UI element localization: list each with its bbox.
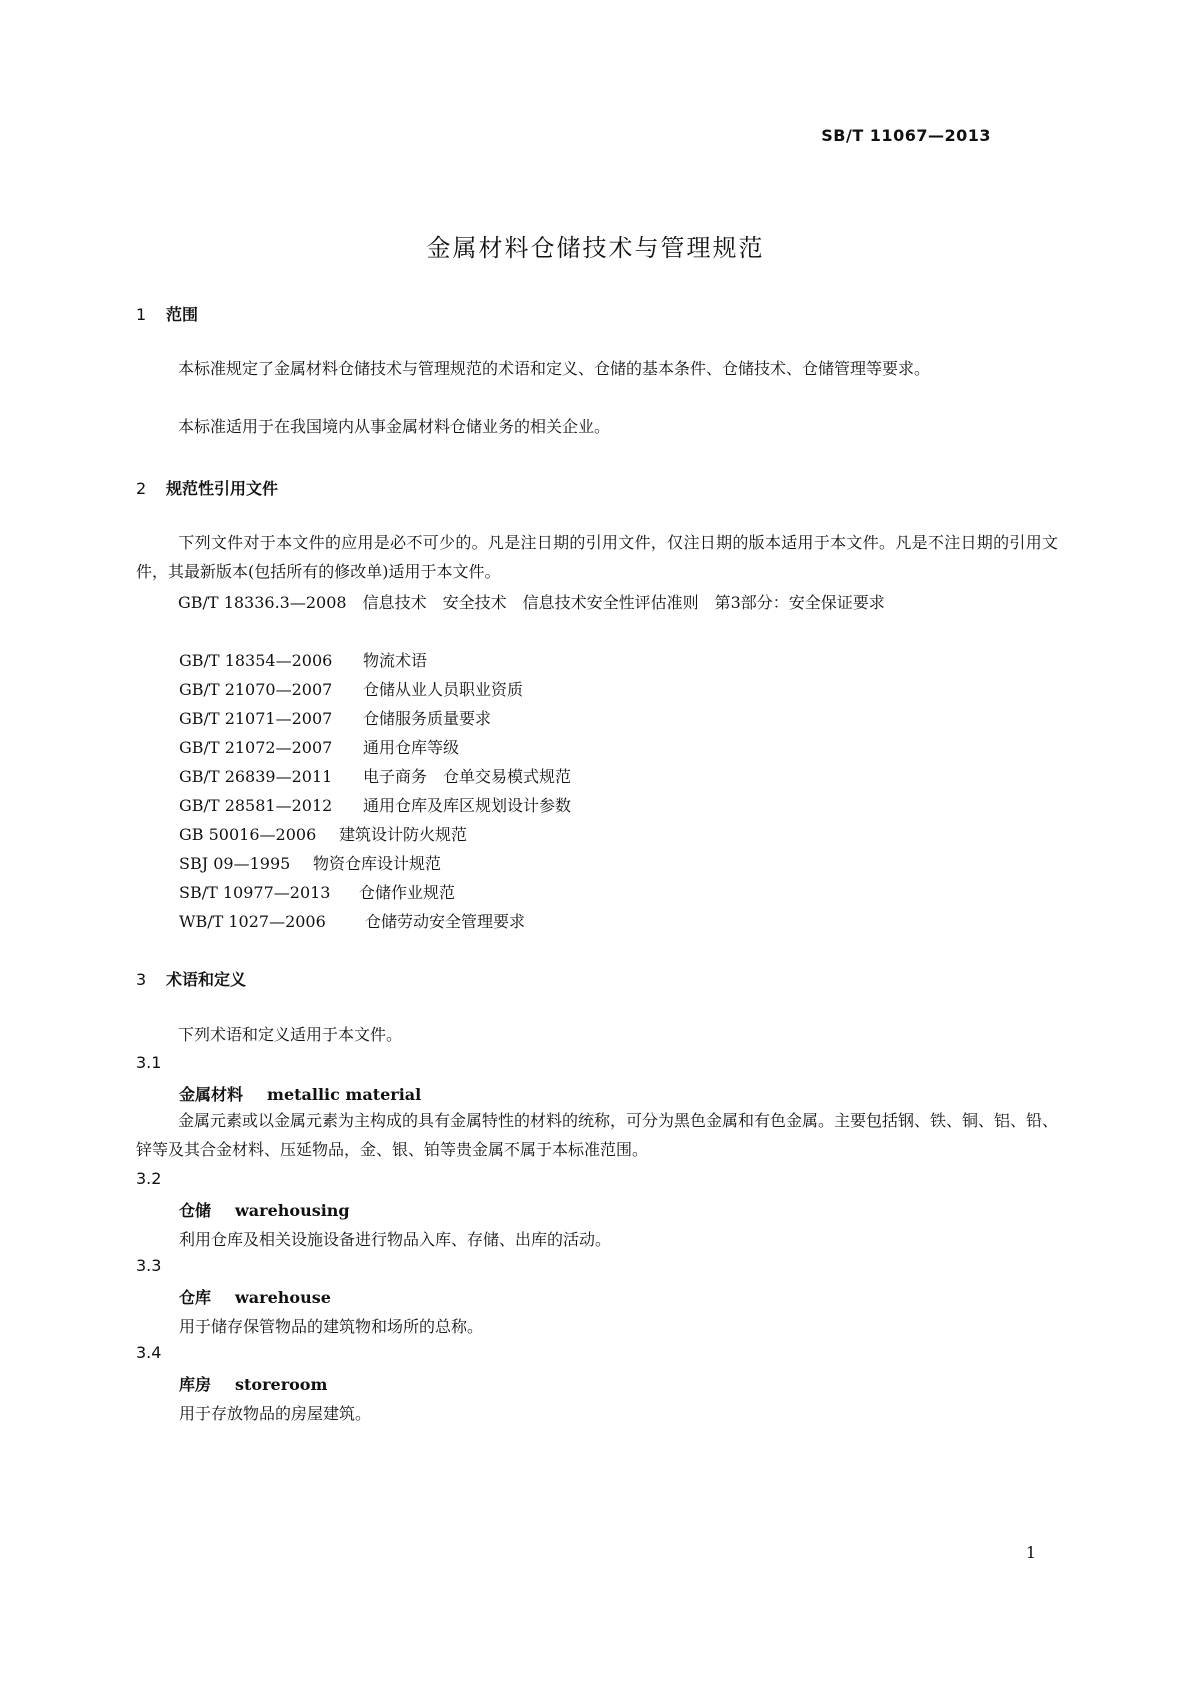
terms-intro: 下列术语和定义适用于本文件。 — [178, 1025, 403, 1044]
reference-item — [179, 822, 467, 845]
reference-code: GB/T 21071—2007 — [179, 709, 333, 728]
reference-title: 通用仓库及库区规划设计参数 — [363, 796, 572, 815]
reference-title: 仓储服务质量要求 — [363, 709, 492, 728]
reference-item — [179, 880, 455, 903]
reference-item — [179, 677, 523, 700]
reference-item — [179, 764, 571, 787]
section-title: 范围 — [166, 305, 199, 324]
term-chinese: 仓库 — [179, 1288, 212, 1307]
reference-code: GB/T 26839—2011 — [179, 767, 333, 786]
term-english: warehousing — [235, 1201, 350, 1220]
term-number: 3.4 — [136, 1343, 162, 1362]
term-number: 3.3 — [136, 1256, 162, 1275]
reference-item — [179, 851, 441, 874]
term-number: 3.1 — [136, 1053, 162, 1072]
section-title: 术语和定义 — [166, 970, 247, 989]
reference-code: GB/T 28581—2012 — [179, 796, 333, 815]
scope-paragraph: 本标准适用于在我国境内从事金属材料仓储业务的相关企业。 — [178, 417, 611, 436]
reference-code: SBJ 09—1995 — [179, 854, 291, 873]
reference-title: 建筑设计防火规范 — [339, 825, 468, 844]
reference-title: 电子商务 仓单交易模式规范 — [363, 767, 572, 786]
term-english: metallic material — [267, 1085, 422, 1104]
reference-item — [179, 793, 571, 816]
reference-title: 仓储作业规范 — [359, 883, 456, 902]
term-chinese: 金属材料 — [179, 1085, 244, 1104]
term-heading — [179, 1372, 327, 1395]
reference-item — [179, 706, 491, 729]
standard-code: SB/T 11067—2013 — [821, 126, 991, 145]
term-english: storeroom — [235, 1375, 328, 1394]
section-number: 1 — [136, 305, 147, 324]
reference-item — [179, 648, 427, 671]
section-heading-scope — [136, 302, 198, 325]
term-definition: 用于存放物品的房屋建筑。 — [179, 1404, 372, 1423]
term-heading — [179, 1082, 421, 1105]
term-number: 3.2 — [136, 1169, 162, 1188]
reference-code: GB/T 18354—2006 — [179, 651, 333, 670]
section-heading-terms-and-definitions — [136, 967, 246, 990]
reference-title: 仓储劳动安全管理要求 — [365, 912, 526, 931]
reference-item — [179, 735, 459, 758]
term-definition: 金属元素或以金属元素为主构成的具有金属特性的材料的统称，可分为黑色金属和有色金属。主要包括钢、铁、铜、铝、铅、锌等及其合金材料、压延物品，金、银、铂等贵金属不属于本标准范围。 — [136, 1111, 1059, 1159]
reference-code: SB/T 10977—2013 — [179, 883, 331, 902]
term-definition: 利用仓库及相关设施设备进行物品入库、存储、出库的活动。 — [179, 1230, 612, 1249]
section-number: 2 — [136, 479, 147, 498]
reference-item — [179, 909, 525, 932]
scope-paragraph: 本标准规定了金属材料仓储技术与管理规范的术语和定义、仓储的基本条件、仓储技术、仓储管理等要求。 — [178, 359, 931, 378]
document-title: 金属材料仓储技术与管理规范 — [426, 234, 765, 262]
page-number: 1 — [1025, 1543, 1036, 1562]
reference-code: GB/T 21072—2007 — [179, 738, 333, 757]
reference-title: 仓储从业人员职业资质 — [363, 680, 524, 699]
section-number: 3 — [136, 970, 147, 989]
reference-title: 物流术语 — [363, 651, 428, 670]
reference-code: GB/T 21070—2007 — [179, 680, 333, 699]
section-heading-normative-references — [136, 476, 278, 499]
references-intro: 下列文件对于本文件的应用是必不可少的。凡是注日期的引用文件，仅注日期的版本适用于本文件。凡是不注日期的引用文件，其最新版本(包括所有的修改单)适用于本文件。 — [136, 533, 1058, 581]
section-title: 规范性引用文件 — [166, 479, 279, 498]
term-chinese: 库房 — [179, 1375, 212, 1394]
reference-title: 物资仓库设计规范 — [313, 854, 442, 873]
term-heading — [179, 1285, 331, 1308]
term-heading — [179, 1198, 350, 1221]
reference-code: WB/T 1027—2006 — [179, 912, 326, 931]
term-definition: 用于储存保管物品的建筑物和场所的总称。 — [179, 1317, 484, 1336]
reference-item: GB/T 18336.3—2008 信息技术 安全技术 信息技术安全性评估准则 第3部分：安全保证要求 — [178, 593, 885, 612]
reference-code: GB 50016—2006 — [179, 825, 317, 844]
term-english: warehouse — [235, 1288, 331, 1307]
term-chinese: 仓储 — [179, 1201, 212, 1220]
reference-title: 通用仓库等级 — [363, 738, 460, 757]
